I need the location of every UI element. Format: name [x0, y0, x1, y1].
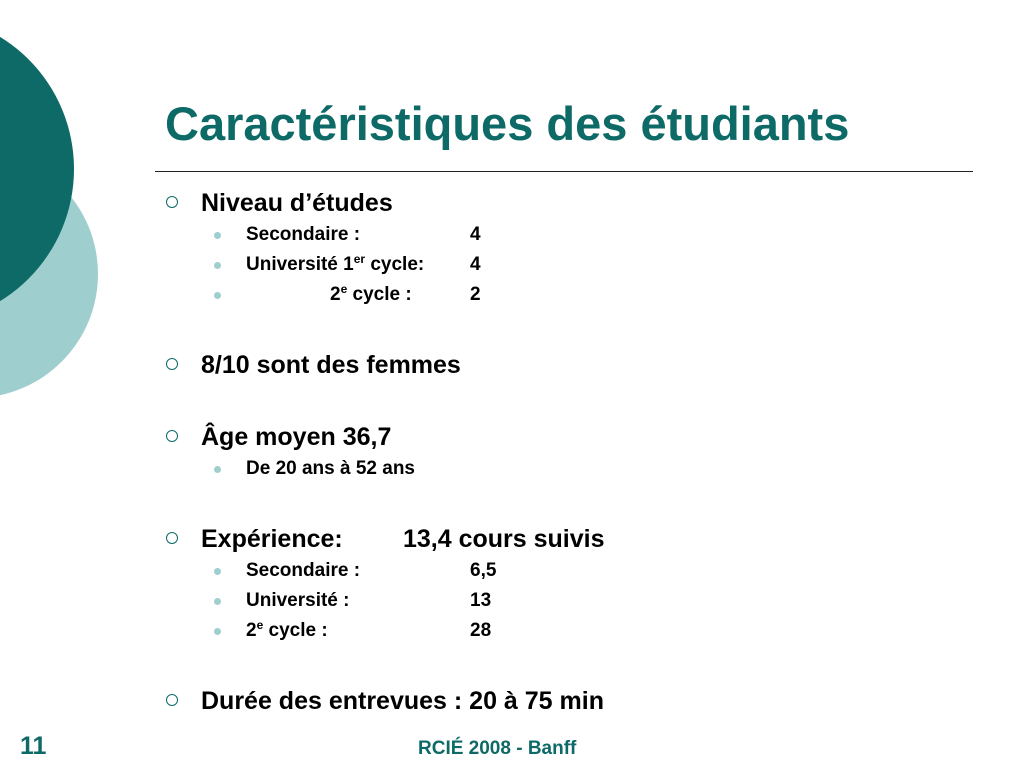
- experience-secondaire-value: 6,5: [470, 560, 497, 581]
- niveau-cycle2-suffix: cycle :: [347, 284, 412, 305]
- ring-bullet-icon: [166, 532, 178, 544]
- dot-bullet-icon: [214, 598, 221, 605]
- subbullet-niveau-cycle2: [160, 280, 980, 310]
- niveau-universite-suffix: cycle:: [365, 254, 425, 275]
- niveau-cycle2-prefix: 2: [330, 284, 341, 305]
- experience-universite-value: 13: [470, 590, 492, 611]
- dot-bullet-icon: [214, 628, 221, 635]
- niveau-secondaire-value: 4: [470, 224, 481, 245]
- subbullet-niveau-secondaire: [160, 220, 980, 250]
- title-divider: [155, 171, 973, 172]
- subbullet-niveau-universite: [160, 250, 980, 280]
- footer-text: RCIÉ 2008 - Banff: [418, 738, 577, 759]
- niveau-heading: Niveau d’études: [201, 189, 393, 217]
- niveau-universite-prefix: Université 1: [246, 254, 354, 275]
- niveau-universite-label: [246, 250, 470, 280]
- experience-cycle2-value: 28: [470, 620, 492, 641]
- niveau-cycle2-sup: e: [340, 282, 348, 296]
- dot-bullet-icon: [214, 232, 221, 239]
- bullet-niveau: [160, 186, 980, 220]
- niveau-cycle2-value: 2: [470, 284, 481, 305]
- slide-title: Caractéristiques des étudiants: [165, 97, 850, 150]
- subbullet-age-range: [160, 454, 980, 484]
- age-range: De 20 ans à 52 ans: [246, 458, 415, 479]
- experience-cycle2-sup: e: [256, 618, 264, 632]
- ring-bullet-icon: [166, 196, 178, 208]
- dot-bullet-icon: [214, 292, 221, 299]
- ring-bullet-icon: [166, 694, 178, 706]
- niveau-cycle2-label: [330, 280, 470, 310]
- femmes-heading: 8/10 sont des femmes: [201, 351, 461, 379]
- subbullet-experience-universite: [160, 586, 980, 616]
- experience-universite-label: Université :: [246, 590, 350, 611]
- dot-bullet-icon: [214, 262, 221, 269]
- niveau-universite-value: 4: [470, 254, 481, 275]
- bullet-entrevues: [160, 684, 980, 718]
- dot-bullet-icon: [214, 568, 221, 575]
- dot-bullet-icon: [214, 466, 221, 473]
- age-heading: Âge moyen 36,7: [201, 423, 392, 451]
- niveau-universite-sup: er: [353, 252, 366, 266]
- subbullet-experience-cycle2: [160, 616, 980, 646]
- experience-cycle2-prefix: 2: [246, 620, 257, 641]
- experience-secondaire-label: Secondaire :: [246, 560, 361, 581]
- ring-bullet-icon: [166, 430, 178, 442]
- slide-content: [160, 186, 980, 718]
- experience-cycle2-label: [246, 616, 470, 646]
- subbullet-experience-secondaire: [160, 556, 980, 586]
- entrevues-heading: Durée des entrevues : 20 à 75 min: [201, 687, 604, 715]
- experience-heading-value: 13,4 cours suivis: [403, 525, 605, 553]
- experience-cycle2-suffix: cycle :: [263, 620, 328, 641]
- bullet-experience: [160, 522, 980, 556]
- experience-heading-label: Expérience:: [201, 525, 343, 553]
- page-number: 11: [20, 732, 47, 760]
- ring-bullet-icon: [166, 358, 178, 370]
- bullet-age: [160, 420, 980, 454]
- bullet-femmes: [160, 348, 980, 382]
- niveau-secondaire-label: Secondaire :: [246, 224, 361, 245]
